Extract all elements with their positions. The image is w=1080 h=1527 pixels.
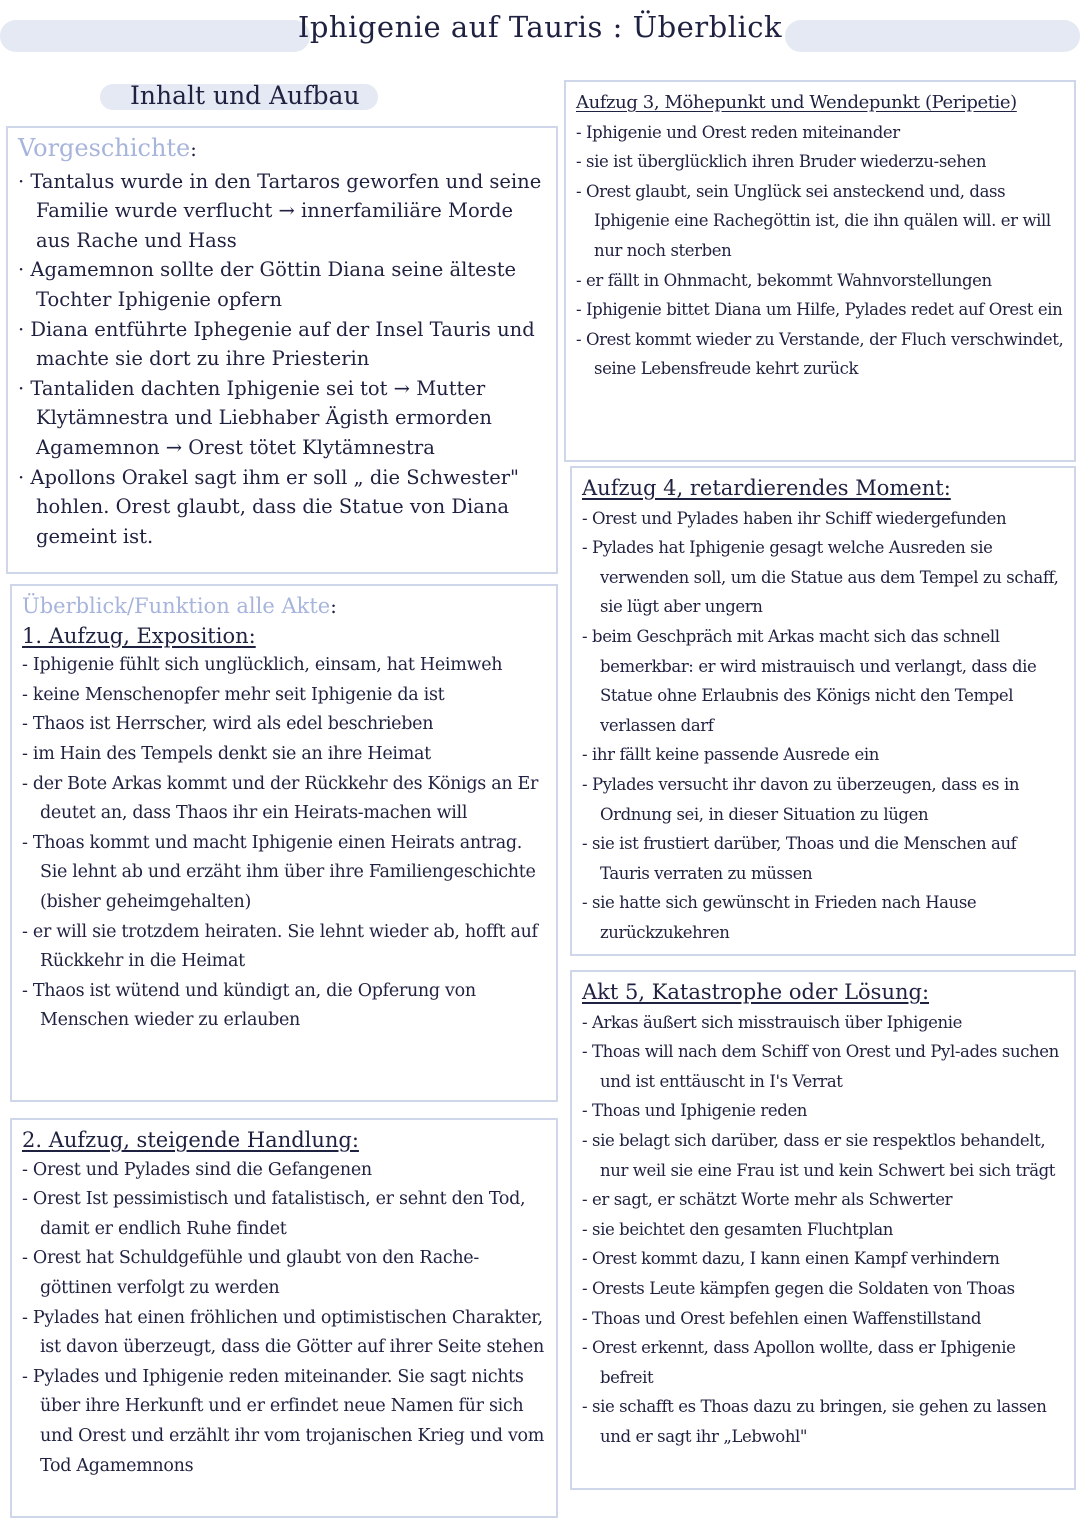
akt5-box bbox=[570, 970, 1076, 1490]
list-item: - Iphigenie bittet Diana um Hilfe, Pylades redet auf Orest ein bbox=[576, 295, 1066, 325]
list-item: · Apollons Orakel sagt ihm er soll „ die Schwester" hohlen. Orest glaubt, dass die Statue von Diana gemeint ist. bbox=[18, 463, 548, 552]
aufzug3-heading: Aufzug 3, Möhepunkt und Wendepunkt (Peripetie) bbox=[576, 92, 1017, 113]
list-item: - sie beichtet den gesamten Fluchtplan bbox=[582, 1215, 1066, 1245]
list-item: - sie belagt sich darüber, dass er sie respektlos behandelt, nur weil sie eine Frau ist und kein Schwert bei sich trägt bbox=[582, 1126, 1066, 1185]
list-item: - Orest und Pylades haben ihr Schiff wiedergefunden bbox=[582, 504, 1066, 534]
vorgeschichte-heading-line bbox=[18, 134, 548, 165]
list-item: - Arkas äußert sich misstrauisch über Iphigenie bbox=[582, 1008, 1066, 1038]
list-item: - Orest glaubt, sein Unglück sei ansteckend und, dass Iphigenie eine Rachegöttin ist, die ihn quälen will. er will nur noch sterben bbox=[576, 177, 1066, 266]
list-item: - Thoas kommt und macht Iphigenie einen Heirats antrag. Sie lehnt ab und erzäht ihm über ihre Familiengeschichte (bisher geheimgehalten) bbox=[22, 829, 548, 918]
list-item: · Tantaliden dachten Iphigenie sei tot → Mutter Klytämnestra und Liebhaber Ägisth ermorden Agamemnon → Orest tötet Klytämnestra bbox=[18, 374, 548, 463]
section-title-inhalt: Inhalt und Aufbau bbox=[130, 81, 360, 110]
page-title: Iphigenie auf Tauris : Überblick bbox=[297, 10, 783, 44]
aufzug2-heading: 2. Aufzug, steigende Handlung: bbox=[22, 1128, 359, 1152]
list-item: - Thoas will nach dem Schiff von Orest und Pyl-ades suchen und ist enttäuscht in I's Verrat bbox=[582, 1037, 1066, 1096]
vorgeschichte-colon: : bbox=[190, 138, 197, 161]
list-item: - Orest erkennt, dass Apollon wollte, dass er Iphigenie befreit bbox=[582, 1333, 1066, 1392]
list-item: - er sagt, er schätzt Worte mehr als Schwerter bbox=[582, 1185, 1066, 1215]
list-item: - sie ist überglücklich ihren Bruder wiederzu-sehen bbox=[576, 147, 1066, 177]
aufzug1-heading: 1. Aufzug, Exposition: bbox=[22, 623, 256, 648]
list-item: - Thoas und Iphigenie reden bbox=[582, 1096, 1066, 1126]
list-item: - Thoas und Orest befehlen einen Waffenstillstand bbox=[582, 1304, 1066, 1334]
list-item: - Orest kommt wieder zu Verstande, der Fluch verschwindet, seine Lebensfreude kehrt zurück bbox=[576, 325, 1066, 384]
list-item: · Diana entführte Iphegenie auf der Insel Tauris und machte sie dort zu ihre Priesterin bbox=[18, 315, 548, 374]
list-item: - Thaos ist Herrscher, wird als edel beschrieben bbox=[22, 710, 548, 740]
list-item: - Thaos ist wütend und kündigt an, die Opferung von Menschen wieder zu erlauben bbox=[22, 977, 548, 1036]
list-item: - Pylades hat Iphigenie gesagt welche Ausreden sie verwenden soll, um die Statue aus dem Tempel zu schaff, sie lügt aber ungern bbox=[582, 533, 1066, 622]
list-item: - beim Geschpräch mit Arkas macht sich das schnell bemerkbar: er wird mistrauisch und verlangt, dass die Statue ohne Erlaubnis des Königs nicht den Tempel verlassen darf bbox=[582, 622, 1066, 740]
vorgeschichte-box bbox=[6, 126, 558, 574]
akt5-heading: Akt 5, Katastrophe oder Lösung: bbox=[582, 980, 930, 1004]
list-item: - sie schafft es Thoas dazu zu bringen, sie gehen zu lassen und er sagt ihr „Lebwohl" bbox=[582, 1392, 1066, 1451]
list-item: - Pylades und Iphigenie reden miteinander. Sie sagt nichts über ihre Herkunft und er erfindet neue Namen für sich und Orest und erzählt ihr vom trojanischen Krieg und vom Tod Agamemnons bbox=[22, 1363, 548, 1481]
list-item: - Iphigenie und Orest reden miteinander bbox=[576, 118, 1066, 148]
list-item: - keine Menschenopfer mehr seit Iphigenie da ist bbox=[22, 681, 548, 711]
list-item: - der Bote Arkas kommt und der Rückkehr des Königs an Er deutet an, dass Thaos ihr ein Heirats-machen will bbox=[22, 770, 548, 829]
list-item: · Agamemnon sollte der Göttin Diana seine älteste Tochter Iphigenie opfern bbox=[18, 255, 548, 314]
list-item: - Iphigenie fühlt sich unglücklich, einsam, hat Heimweh bbox=[22, 651, 548, 681]
list-item: - Orest und Pylades sind die Gefangenen bbox=[22, 1156, 548, 1186]
akte-overview-box bbox=[10, 584, 558, 1102]
list-item: - im Hain des Tempels denkt sie an ihre Heimat bbox=[22, 740, 548, 770]
list-item: - er will sie trotzdem heiraten. Sie lehnt wieder ab, hofft auf Rückkehr in die Heimat bbox=[22, 918, 548, 977]
list-item: - er fällt in Ohnmacht, bekommt Wahnvorstellungen bbox=[576, 266, 1066, 296]
vorgeschichte-heading: Vorgeschichte bbox=[18, 134, 191, 162]
list-item: - Orest Ist pessimistisch und fatalistisch, er sehnt den Tod, damit er endlich Ruhe findet bbox=[22, 1185, 548, 1244]
list-item: - Orest hat Schuldgefühle und glaubt von den Rache-göttinen verfolgt zu werden bbox=[22, 1244, 548, 1303]
list-item: - ihr fällt keine passende Ausrede ein bbox=[582, 740, 1066, 770]
aufzug4-heading: Aufzug 4, retardierendes Moment: bbox=[582, 476, 951, 500]
aufzug2-box bbox=[10, 1118, 558, 1518]
list-item: - Orests Leute kämpfen gegen die Soldaten von Thoas bbox=[582, 1274, 1066, 1304]
list-item: - Orest kommt dazu, I kann einen Kampf verhindern bbox=[582, 1244, 1066, 1274]
list-item: · Tantalus wurde in den Tartaros geworfen und seine Familie wurde verflucht → innerfamiliäre Morde aus Rache und Hass bbox=[18, 167, 548, 256]
akte-heading: Überblick/Funktion alle Akte bbox=[22, 594, 331, 618]
aufzug4-box bbox=[570, 466, 1076, 956]
akte-heading-line bbox=[22, 592, 548, 622]
list-item: - sie ist frustiert darüber, Thoas und die Menschen auf Tauris verraten zu müssen bbox=[582, 829, 1066, 888]
aufzug3-box bbox=[564, 80, 1076, 462]
list-item: - sie hatte sich gewünscht in Frieden nach Hause zurückzukehren bbox=[582, 888, 1066, 947]
list-item: - Pylades versucht ihr davon zu überzeugen, dass es in Ordnung sei, in dieser Situation zu lügen bbox=[582, 770, 1066, 829]
akte-colon: : bbox=[330, 595, 337, 618]
list-item: - Pylades hat einen fröhlichen und optimistischen Charakter, ist davon überzeugt, dass die Götter auf ihrer Seite stehen bbox=[22, 1304, 548, 1363]
